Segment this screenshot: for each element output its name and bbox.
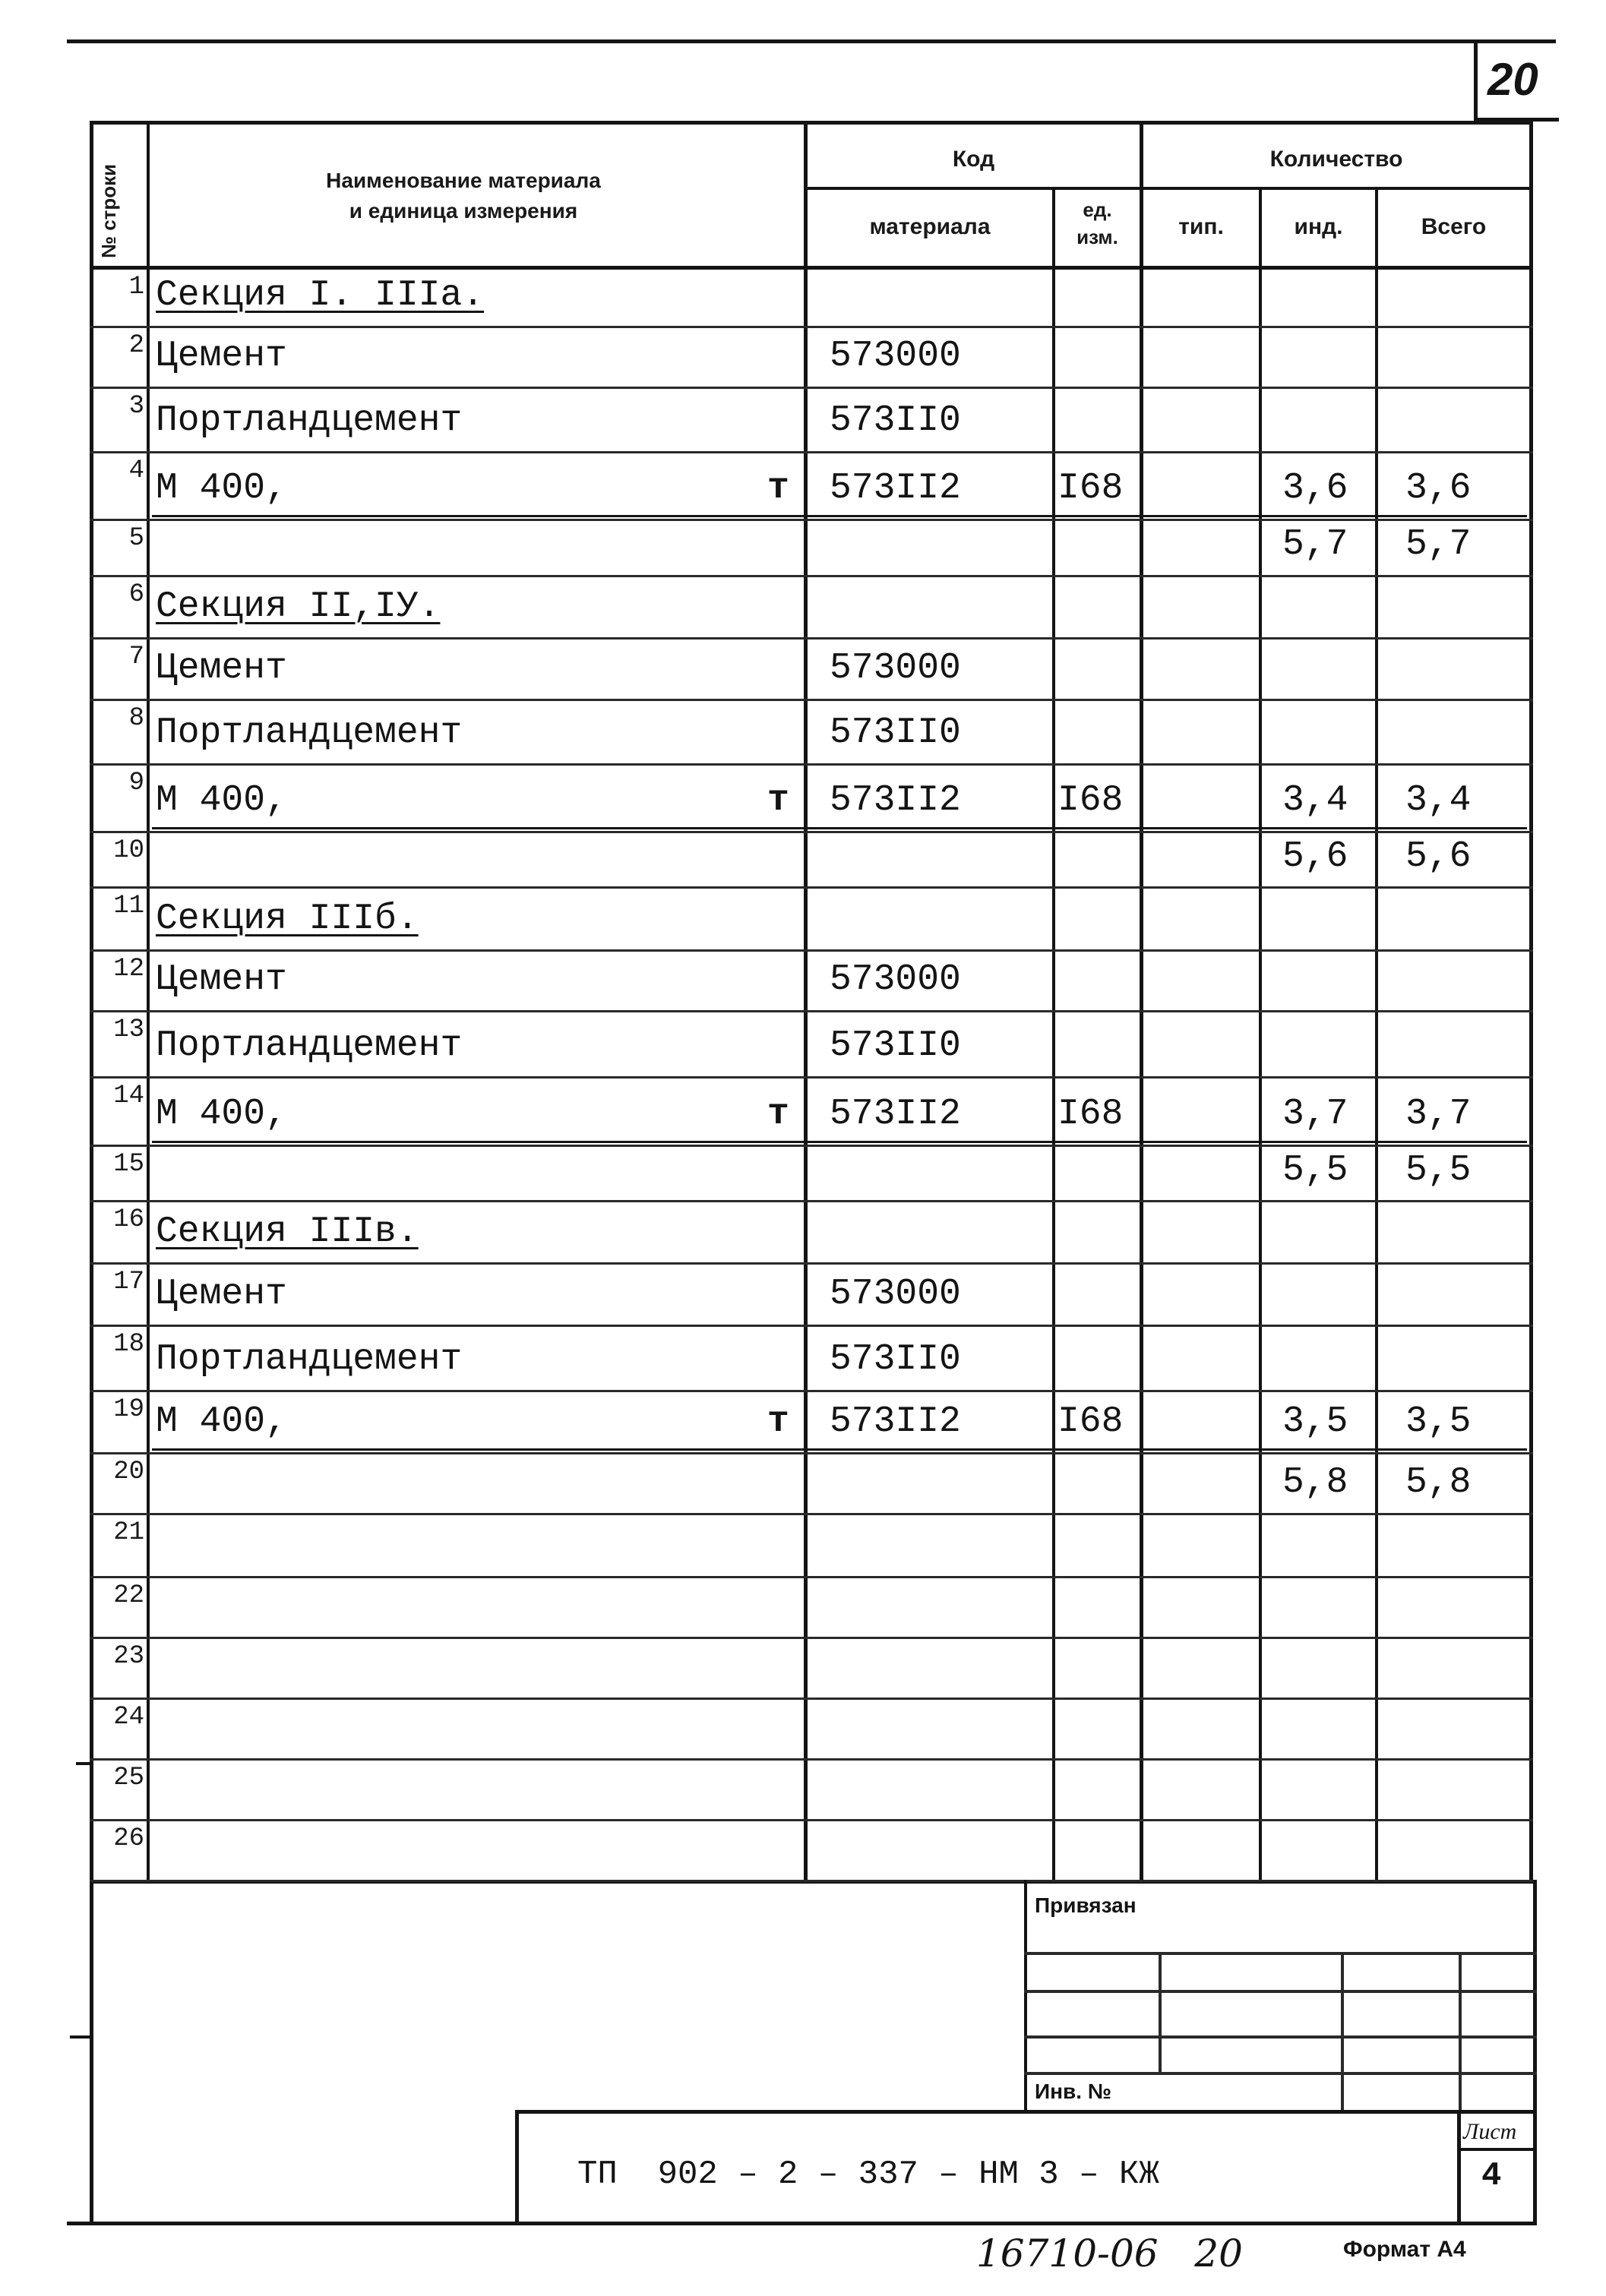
row-code: 573000 bbox=[830, 1274, 961, 1315]
row-name: Цемент bbox=[156, 1274, 287, 1315]
row-code: 573II2 bbox=[830, 468, 961, 509]
row-name: М 400, bbox=[156, 1401, 287, 1442]
row-code: 573000 bbox=[830, 959, 961, 1000]
row-separator bbox=[90, 1010, 1533, 1012]
row-n: 8 bbox=[128, 704, 144, 733]
row-n: 20 bbox=[113, 1458, 144, 1486]
row-name: Портландцемент bbox=[156, 712, 463, 753]
stamp-vline-a bbox=[1159, 1952, 1162, 2073]
row-n: 2 bbox=[128, 331, 144, 360]
row-separator bbox=[90, 575, 1533, 577]
row-n: 25 bbox=[113, 1764, 144, 1792]
row-separator bbox=[90, 1513, 1533, 1515]
header-code-material: материала bbox=[869, 214, 991, 239]
row-separator bbox=[90, 1200, 1533, 1202]
row-underline bbox=[152, 515, 1527, 517]
row-n: 10 bbox=[113, 836, 144, 865]
row-name: М 400, bbox=[156, 468, 287, 509]
row-total: 5,5 bbox=[1405, 1150, 1472, 1191]
row-separator bbox=[90, 1576, 1533, 1578]
table-right-border bbox=[1529, 121, 1533, 1883]
row-separator bbox=[90, 831, 1533, 833]
row-n: 14 bbox=[113, 1082, 144, 1110]
row-n: 4 bbox=[128, 456, 144, 485]
stamp-vline-c bbox=[1459, 1952, 1462, 2111]
row-ind: 3,7 bbox=[1282, 1094, 1348, 1135]
stamp-bottom-border bbox=[67, 2222, 1537, 2225]
row-n: 22 bbox=[113, 1581, 144, 1610]
row-n: 5 bbox=[128, 524, 144, 553]
row-total: 3,4 bbox=[1405, 780, 1472, 821]
stamp-vline-b bbox=[1341, 1952, 1344, 2111]
row-ind: 3,5 bbox=[1282, 1401, 1348, 1442]
left-tick-1 bbox=[76, 1762, 91, 1765]
row-separator bbox=[90, 1145, 1533, 1147]
header-code: Код bbox=[952, 147, 995, 172]
header-qty-typ: тип. bbox=[1178, 214, 1224, 239]
row-name: Цемент bbox=[156, 648, 287, 689]
row-n: 21 bbox=[113, 1518, 144, 1547]
row-code: 573II2 bbox=[830, 780, 961, 821]
row-n: 16 bbox=[113, 1205, 144, 1234]
header-qty: Количество bbox=[1269, 147, 1403, 172]
row-ind: 5,8 bbox=[1282, 1462, 1348, 1503]
row-n: 13 bbox=[113, 1015, 144, 1044]
header-qty-ind: инд. bbox=[1294, 214, 1343, 239]
row-unit-short: т bbox=[767, 468, 789, 509]
row-separator bbox=[90, 451, 1533, 453]
col-line-name bbox=[804, 121, 808, 1883]
row-separator bbox=[90, 763, 1533, 766]
col-line-typ bbox=[1259, 188, 1262, 1882]
row-underline bbox=[152, 1448, 1527, 1451]
row-name: Секция IIIв. bbox=[156, 1211, 419, 1252]
row-code: 573II0 bbox=[830, 400, 961, 441]
row-ind: 5,6 bbox=[1282, 836, 1348, 877]
row-underline bbox=[152, 1141, 1527, 1143]
row-name: Цемент bbox=[156, 336, 287, 377]
row-separator bbox=[90, 1758, 1533, 1761]
stamp-sheet-mid bbox=[1457, 2148, 1537, 2151]
row-separator bbox=[90, 1390, 1533, 1392]
row-separator bbox=[90, 1637, 1533, 1639]
row-n: 23 bbox=[113, 1642, 144, 1671]
table-top-border bbox=[90, 121, 1533, 125]
row-separator bbox=[90, 886, 1533, 889]
sheet-box-left bbox=[1474, 39, 1478, 122]
row-name: М 400, bbox=[156, 1094, 287, 1135]
left-tick-2 bbox=[70, 2035, 91, 2039]
footer-handwritten-id: 16710-06 20 bbox=[976, 2231, 1243, 2275]
row-n: 24 bbox=[113, 1703, 144, 1732]
row-separator bbox=[90, 949, 1533, 952]
row-total: 3,7 bbox=[1405, 1094, 1472, 1135]
row-code: 573II0 bbox=[830, 1339, 961, 1380]
col-line-ind bbox=[1375, 188, 1378, 1882]
stamp-sheet-left bbox=[1457, 2110, 1461, 2224]
row-name: М 400, bbox=[156, 780, 287, 821]
row-unit-short: т bbox=[767, 1094, 789, 1135]
header-name: Наименование материала и единица измерения bbox=[326, 169, 601, 223]
row-unit: I68 bbox=[1057, 468, 1124, 509]
row-name: Секция II,IУ. bbox=[156, 586, 441, 627]
row-separator bbox=[90, 637, 1533, 640]
row-n: 15 bbox=[113, 1150, 144, 1179]
row-unit: I68 bbox=[1057, 780, 1124, 821]
row-total: 5,6 bbox=[1405, 836, 1472, 877]
stamp-main-left bbox=[515, 2110, 519, 2224]
row-total: 3,5 bbox=[1405, 1401, 1472, 1442]
row-n: 1 bbox=[128, 273, 144, 302]
col-line-unit bbox=[1140, 121, 1143, 1883]
row-name: Портландцемент bbox=[156, 1339, 463, 1380]
header-code-unit: ед. изм. bbox=[1076, 198, 1118, 248]
row-total: 3,6 bbox=[1405, 468, 1472, 509]
top-rule bbox=[67, 39, 1556, 43]
subheader-rule bbox=[804, 187, 1533, 190]
header-qty-total: Всего bbox=[1421, 214, 1487, 239]
row-n: 3 bbox=[128, 392, 144, 421]
col-line-rownum bbox=[147, 121, 150, 1883]
row-name: Секция I. IIIa. bbox=[156, 275, 485, 316]
row-name: Портландцемент bbox=[156, 1025, 463, 1066]
row-separator bbox=[90, 1819, 1533, 1821]
row-n: 9 bbox=[128, 769, 144, 797]
row-n: 11 bbox=[113, 892, 144, 921]
header-bottom-rule bbox=[90, 266, 1533, 270]
row-code: 573II0 bbox=[830, 1025, 961, 1066]
header-row-label: № строки bbox=[97, 163, 120, 258]
stamp-inv-no: Инв. № bbox=[1035, 2080, 1112, 2103]
row-total: 5,7 bbox=[1405, 524, 1472, 565]
row-n: 18 bbox=[113, 1330, 144, 1359]
footer-format: Формат А4 bbox=[1343, 2237, 1466, 2262]
row-separator bbox=[90, 699, 1533, 701]
row-code: 573II0 bbox=[830, 712, 961, 753]
row-total: 5,8 bbox=[1405, 1462, 1472, 1503]
row-code: 573II2 bbox=[830, 1401, 961, 1442]
row-ind: 3,4 bbox=[1282, 780, 1348, 821]
row-separator bbox=[90, 1325, 1533, 1327]
row-unit: I68 bbox=[1057, 1094, 1124, 1135]
row-n: 6 bbox=[128, 580, 144, 609]
row-separator bbox=[90, 326, 1533, 328]
row-underline bbox=[152, 827, 1527, 829]
sheet-number-top: 20 bbox=[1487, 54, 1538, 105]
row-n: 12 bbox=[113, 955, 144, 984]
row-n: 19 bbox=[113, 1395, 144, 1424]
row-n: 7 bbox=[128, 643, 144, 671]
col-line-code bbox=[1052, 188, 1055, 1882]
row-separator bbox=[90, 519, 1533, 521]
row-ind: 5,7 bbox=[1282, 524, 1348, 565]
stamp-sheet-label: Лист bbox=[1463, 2119, 1517, 2144]
row-ind: 3,6 bbox=[1282, 468, 1348, 509]
row-unit-short: т bbox=[767, 780, 789, 821]
row-separator bbox=[90, 1076, 1533, 1079]
row-code: 573II2 bbox=[830, 1094, 961, 1135]
stamp-right-border bbox=[1533, 1880, 1537, 2225]
row-separator bbox=[90, 387, 1533, 389]
stamp-sheet-value: 4 bbox=[1481, 2157, 1502, 2195]
row-name: Портландцемент bbox=[156, 400, 463, 441]
row-separator bbox=[90, 1452, 1533, 1454]
stamp-privyazan: Привязан bbox=[1035, 1893, 1137, 1917]
row-ind: 5,5 bbox=[1282, 1150, 1348, 1191]
row-separator bbox=[90, 1698, 1533, 1700]
row-code: 573000 bbox=[830, 648, 961, 689]
row-n: 17 bbox=[113, 1268, 144, 1296]
row-code: 573000 bbox=[830, 336, 961, 377]
row-name: Цемент bbox=[156, 959, 287, 1000]
row-separator bbox=[90, 1880, 1533, 1882]
stamp-privyazan-left bbox=[1024, 1880, 1027, 2111]
row-n: 26 bbox=[113, 1824, 144, 1853]
row-separator bbox=[90, 1262, 1533, 1265]
row-unit-short: т bbox=[767, 1401, 789, 1442]
row-unit: I68 bbox=[1057, 1401, 1124, 1442]
stamp-designation: ТП 902 – 2 – 337 – НМ 3 – КЖ bbox=[577, 2155, 1159, 2193]
row-name: Секция IIIб. bbox=[156, 899, 419, 940]
stamp-main-top bbox=[515, 2110, 1537, 2114]
